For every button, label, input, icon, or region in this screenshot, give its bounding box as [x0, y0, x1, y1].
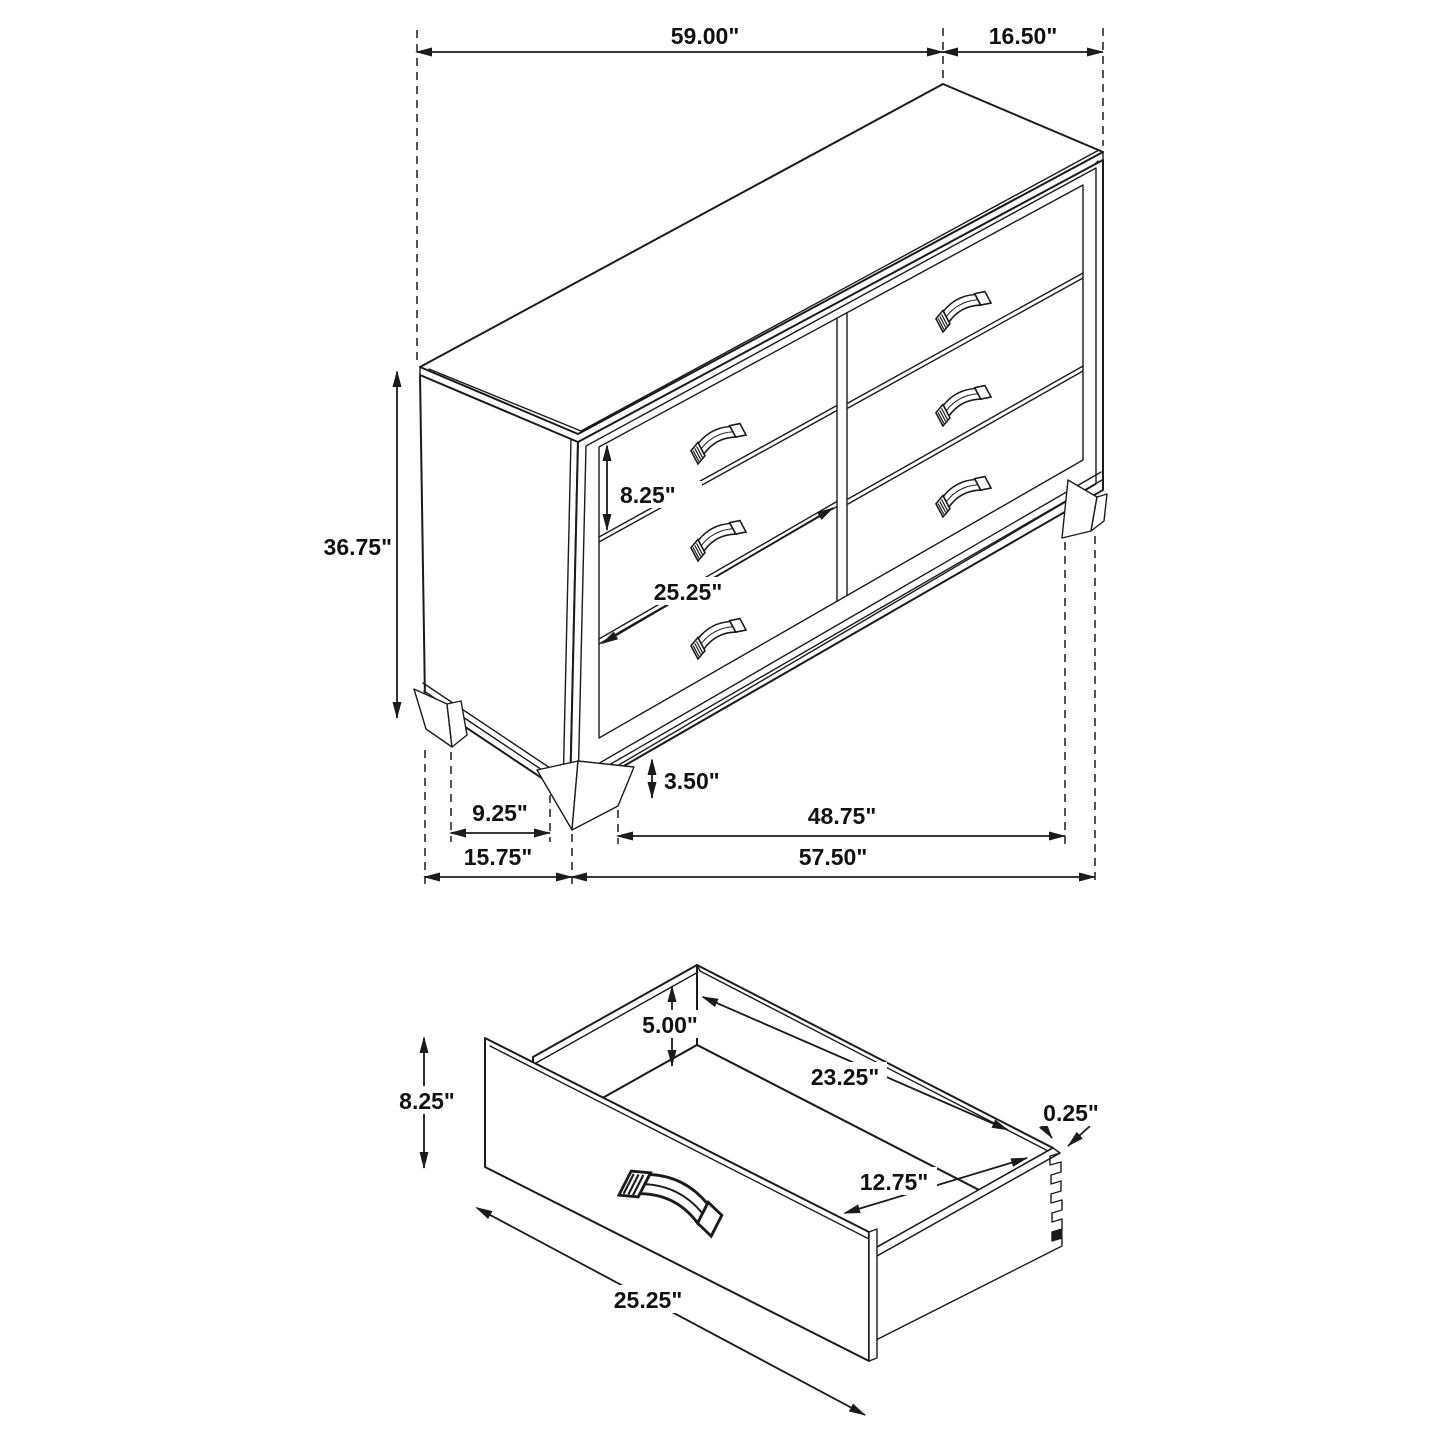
dim-label-front-height: 8.25"	[399, 1088, 455, 1114]
dim-label-foot-inset: 9.25"	[472, 800, 528, 826]
dresser-body	[414, 84, 1107, 830]
dim-label-inner-width: 12.75"	[859, 1169, 929, 1195]
dim-label-side-depth: 15.75"	[463, 844, 533, 870]
dim-label-front-width: 25.25"	[613, 1287, 683, 1313]
dim-label-foot-span: 48.75"	[807, 803, 877, 829]
dim-arrow-thickness-right	[1068, 1126, 1090, 1146]
dim-label-drawer-width: 25.25"	[653, 579, 723, 605]
front-left-foot-facet	[572, 761, 634, 830]
dim-label-inner-length: 23.25"	[810, 1064, 880, 1090]
dim-label-inner-height: 5.00"	[642, 1012, 698, 1038]
dresser-drawing	[324, 23, 1107, 884]
dim-label-top-depth: 16.50"	[988, 23, 1058, 49]
dim-label-foot-height: 3.50"	[664, 768, 720, 794]
dim-label-height: 36.75"	[323, 534, 392, 560]
dim-label-top-width: 59.00"	[670, 23, 740, 49]
dim-label-side-thickness: 0.25"	[1043, 1100, 1099, 1126]
dim-arrow-thickness-left	[1042, 1124, 1052, 1138]
dim-label-base-width: 57.50"	[798, 844, 868, 870]
front-left-foot	[537, 761, 578, 830]
dim-label-drawer-height: 8.25"	[620, 482, 676, 508]
front-panel-end-strip	[869, 1229, 877, 1361]
drawer-box	[485, 965, 1062, 1361]
drawer-drawing	[392, 965, 1104, 1415]
